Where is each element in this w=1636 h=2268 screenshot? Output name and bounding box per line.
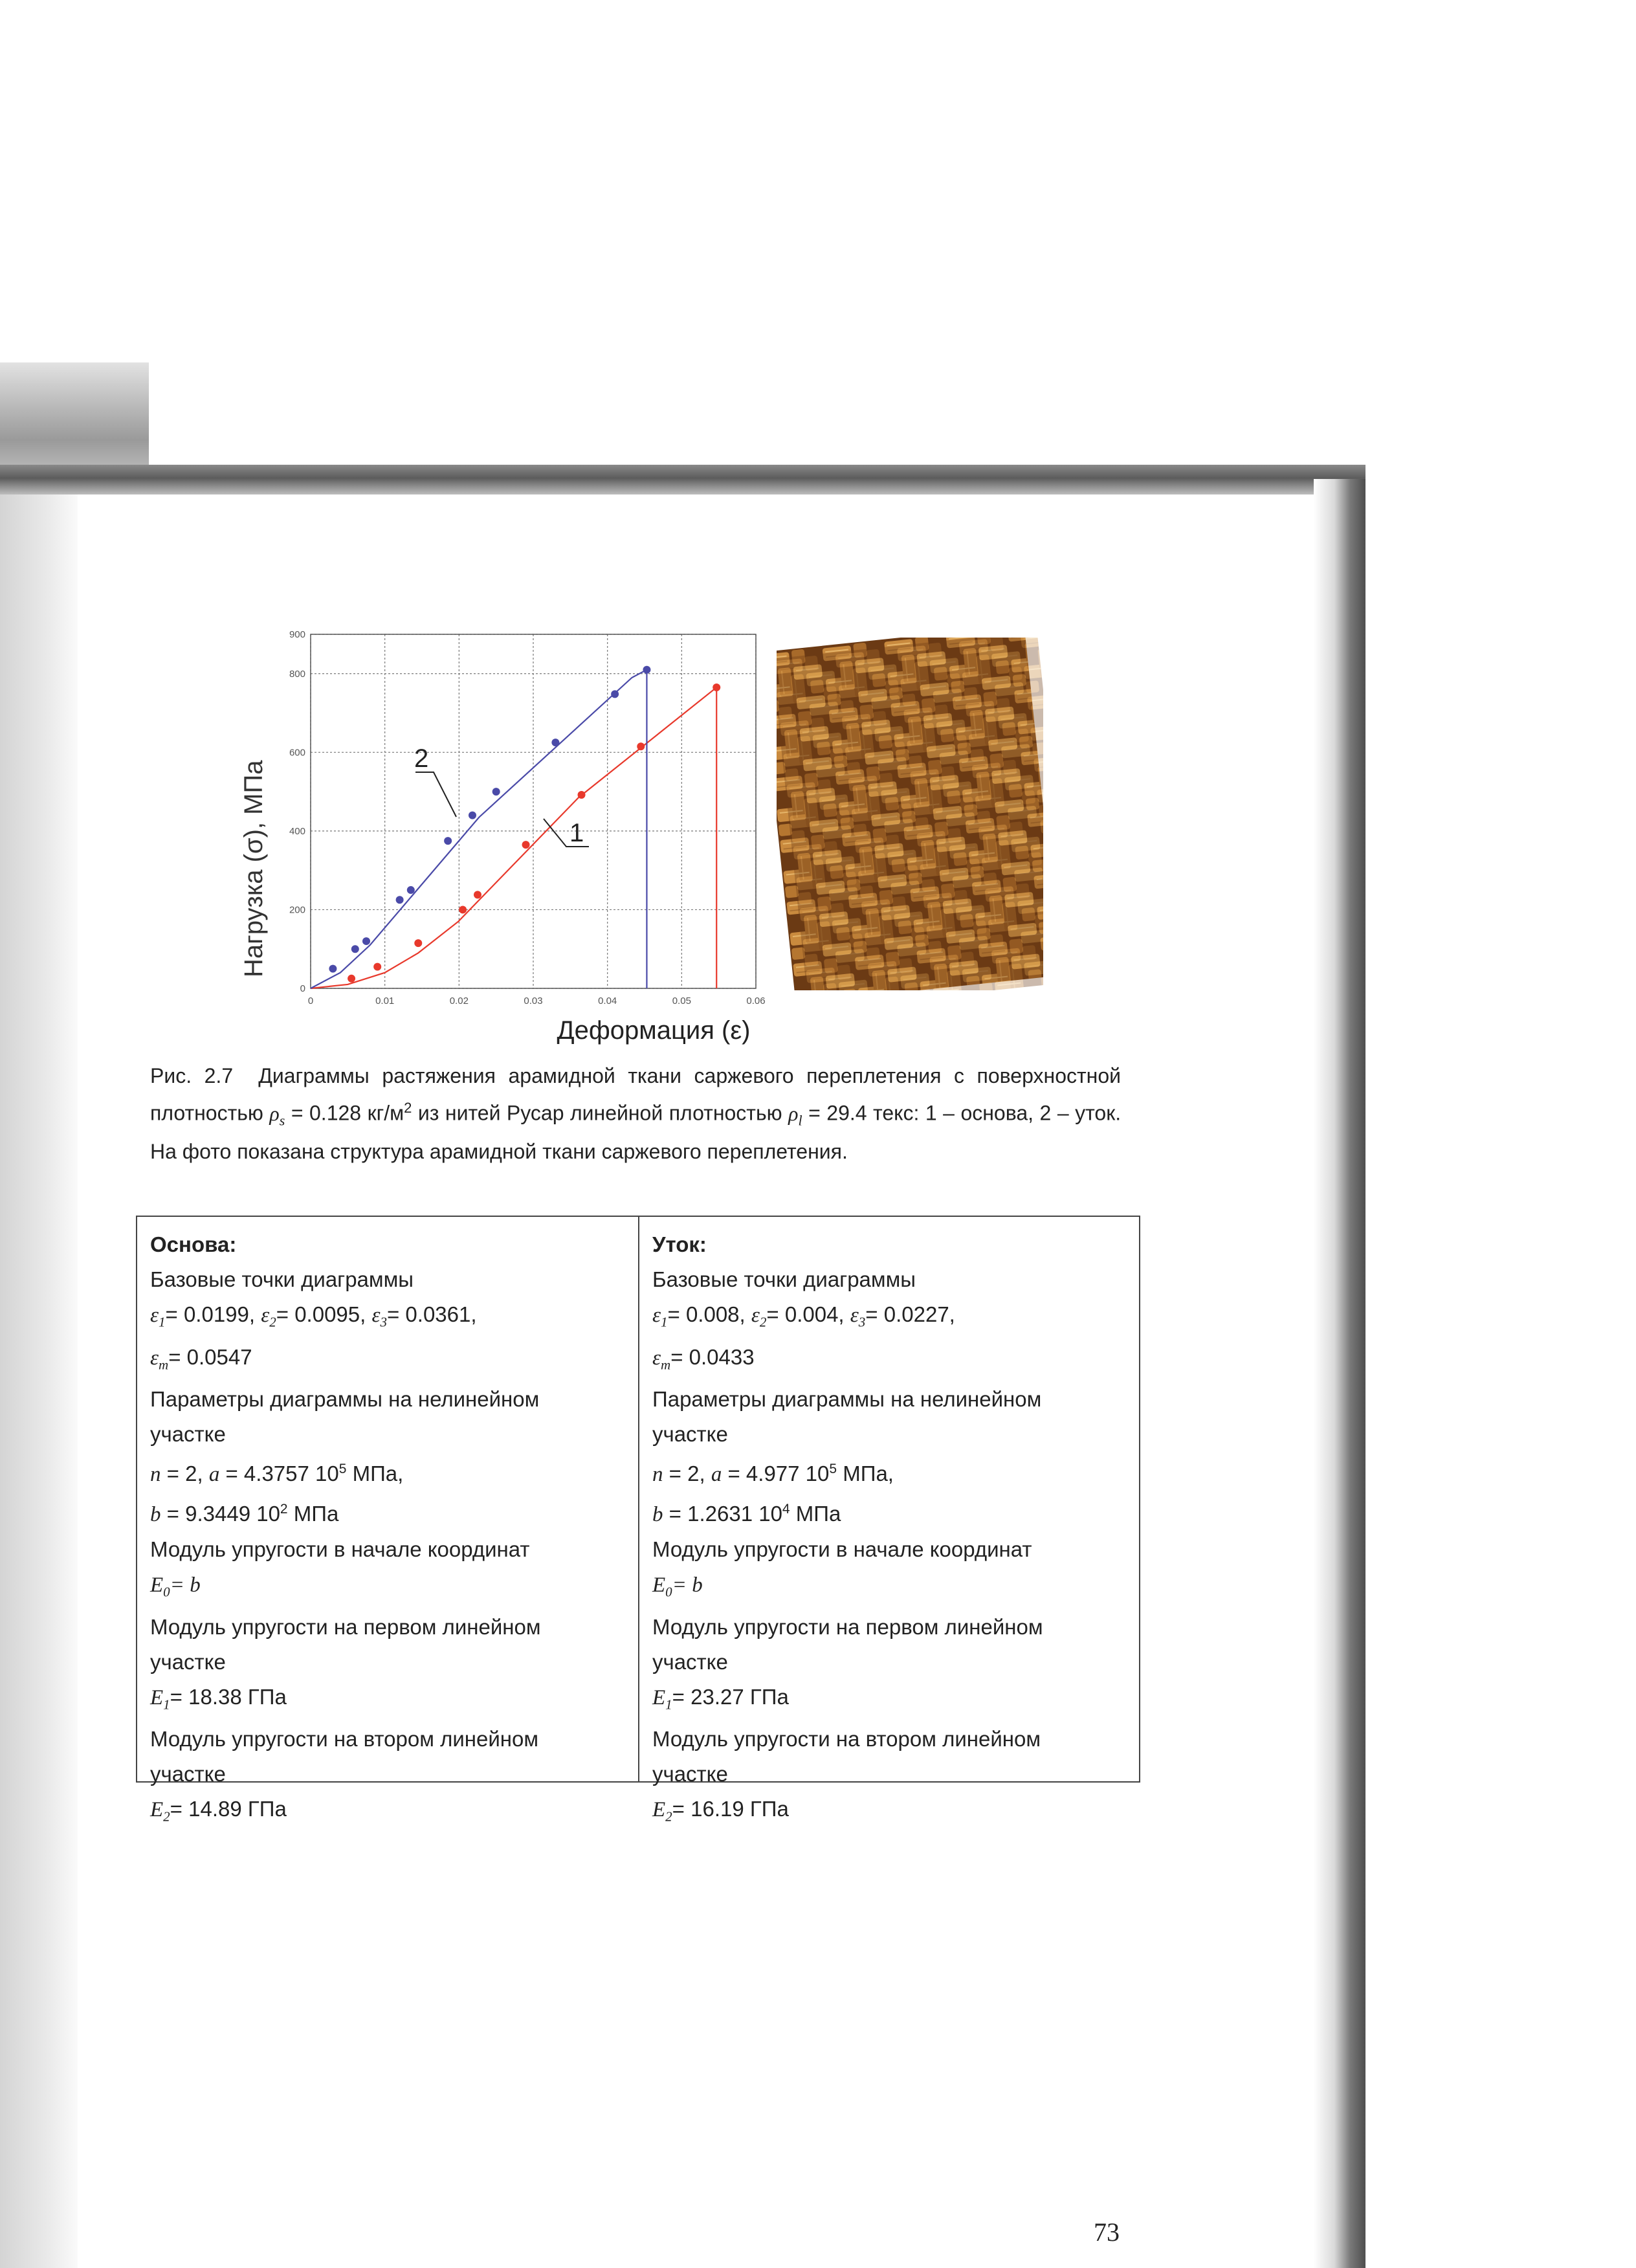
curve-1-label: 1	[569, 819, 584, 847]
caption-text-4: = 29.4 текс: 1 – основа, 2 – уток. На фото показана структура арамидной ткани саржевого переплетения.	[150, 1101, 1122, 1164]
warp-e2-value: $E_2= 14.89$ ГПа	[150, 1797, 287, 1825]
weft-e2-label-2: участке	[652, 1762, 728, 1786]
weft-b-value: b = 1.2631 $10^4$ МПа	[652, 1502, 841, 1527]
data-point-1	[578, 791, 586, 799]
chart-series	[311, 666, 720, 988]
scan-edge-left	[0, 495, 78, 2268]
chart-grid	[311, 634, 756, 988]
rho-l-symbol: ρ	[788, 1101, 799, 1125]
data-point-2	[444, 837, 452, 845]
twill-fabric-photo	[777, 638, 1043, 990]
rho-s-sub: s	[279, 1112, 285, 1129]
x-tick-label: 0.01	[375, 995, 395, 1006]
y-tick-label: 200	[289, 904, 305, 916]
weft-nonlinear-label-2: участке	[652, 1422, 728, 1447]
caption-text-1: Диаграммы растяжения арамидной ткани саржевого переплетения с поверхностной плотностью	[150, 1064, 1122, 1125]
page-number: 73	[1094, 2218, 1120, 2247]
caption-text-2: = 0.128 кг/м	[291, 1101, 404, 1125]
warp-nonlinear-label: Параметры диаграммы на нелинейном	[150, 1387, 540, 1412]
y-tick-label: 600	[289, 747, 305, 759]
data-point-2	[351, 945, 359, 953]
series-line-2	[311, 670, 647, 988]
scan-margin-right	[1365, 479, 1636, 2268]
x-tick-label: 0.04	[598, 995, 617, 1006]
stress-strain-chart	[214, 615, 796, 1055]
warp-b-value: b = 9.3449 $10^2$ МПа	[150, 1502, 339, 1527]
x-tick-label: 0.05	[672, 995, 691, 1006]
weft-e1-label: Модуль упругости на первом линейном	[652, 1614, 1043, 1639]
x-tick-label: 0.06	[746, 995, 766, 1006]
rho-l-sub: l	[798, 1112, 802, 1129]
data-point-1	[522, 841, 530, 849]
weft-e1-value: $E_1= 23.27$ ГПа	[652, 1684, 789, 1713]
x-tick-labels	[308, 995, 766, 1006]
warp-e2-label-2: участке	[150, 1762, 226, 1786]
x-axis-title: Деформация (ε)	[557, 1016, 751, 1045]
data-point-2	[407, 886, 415, 894]
weft-base-points-label: Базовые точки диаграммы	[652, 1267, 916, 1291]
weft-column	[638, 1217, 1139, 1825]
scan-edge-top	[0, 465, 1365, 495]
weft-e0-value: $E_0= b$	[652, 1573, 703, 1600]
data-point-2	[469, 812, 476, 819]
warp-e0-value: $E_0= b$	[150, 1573, 201, 1600]
weft-epsm-value: $\varepsilon_m= 0.0433$	[652, 1344, 755, 1373]
data-point-1	[373, 963, 381, 971]
warp-e1-value: $E_1= 18.38$ ГПа	[150, 1684, 287, 1713]
curve-2-label: 2	[414, 744, 429, 773]
caption-text-3: из нитей Русар линейной плотностью	[417, 1101, 782, 1125]
data-point-1	[474, 891, 481, 898]
caption-prefix: Рис. 2.7	[150, 1064, 234, 1087]
data-point-2	[396, 896, 404, 904]
y-tick-label: 0	[300, 983, 305, 994]
data-point-1	[637, 742, 645, 750]
curve-2-leader	[415, 772, 456, 817]
weft-e0-label: Модуль упругости в начале координат	[652, 1537, 1032, 1562]
data-point-1	[414, 939, 422, 947]
warp-e1-label: Модуль упругости на первом линейном	[150, 1614, 541, 1639]
caption-sup: 2	[404, 1100, 412, 1116]
weft-e1-label-2: участке	[652, 1649, 728, 1674]
data-point-2	[329, 965, 337, 973]
warp-eps-values: $\varepsilon_1= 0.0199$, $\varepsilon_2= 0.0095$, $\varepsilon_3= 0.0361$,	[150, 1302, 477, 1330]
weft-n-a-values: n = 2, a = 4.977 $10^5$ МПа,	[652, 1462, 894, 1487]
y-tick-label: 400	[289, 825, 305, 837]
data-point-2	[362, 937, 370, 945]
data-point-2	[551, 739, 559, 746]
weft-e2-value: $E_2= 16.19$ ГПа	[652, 1797, 789, 1825]
warp-e0-label: Модуль упругости в начале координат	[150, 1537, 530, 1562]
warp-title: Основа:	[150, 1232, 237, 1256]
y-tick-label: 900	[289, 629, 305, 640]
parameters-table	[136, 1216, 1140, 1825]
figure-caption	[150, 1060, 1121, 1168]
weft-e2-label: Модуль упругости на втором линейном	[652, 1727, 1041, 1751]
data-point-2	[492, 788, 500, 795]
data-point-1	[348, 975, 355, 983]
x-tick-label: 0.03	[524, 995, 543, 1006]
data-point-2	[643, 666, 650, 674]
weft-nonlinear-label: Параметры диаграммы на нелинейном	[652, 1387, 1042, 1412]
data-point-2	[611, 690, 619, 698]
warp-nonlinear-label-2: участке	[150, 1422, 226, 1447]
warp-epsm-value: $\varepsilon_m= 0.0547$	[150, 1344, 252, 1373]
y-tick-labels	[289, 629, 305, 994]
warp-column	[137, 1217, 638, 1825]
warp-n-a-values: n = 2, a = 4.3757 $10^5$ МПа,	[150, 1462, 404, 1487]
weft-eps-values: $\varepsilon_1= 0.008$, $\varepsilon_2= 0.004$, $\varepsilon_3= 0.0227$,	[652, 1302, 955, 1330]
weft-title: Уток:	[652, 1232, 707, 1256]
y-axis-title: Нагрузка (σ), МПа	[239, 760, 268, 977]
rho-s-symbol: ρ	[269, 1101, 280, 1125]
x-tick-label: 0.02	[449, 995, 469, 1006]
warp-e1-label-2: участке	[150, 1649, 226, 1674]
data-point-1	[459, 906, 467, 913]
book-spine-shadow	[1314, 479, 1365, 2268]
y-tick-label: 800	[289, 668, 305, 680]
warp-e2-label: Модуль упругости на втором линейном	[150, 1727, 539, 1751]
x-tick-label: 0	[307, 995, 314, 1006]
warp-base-points-label: Базовые точки диаграммы	[150, 1267, 414, 1291]
data-point-1	[713, 684, 720, 691]
